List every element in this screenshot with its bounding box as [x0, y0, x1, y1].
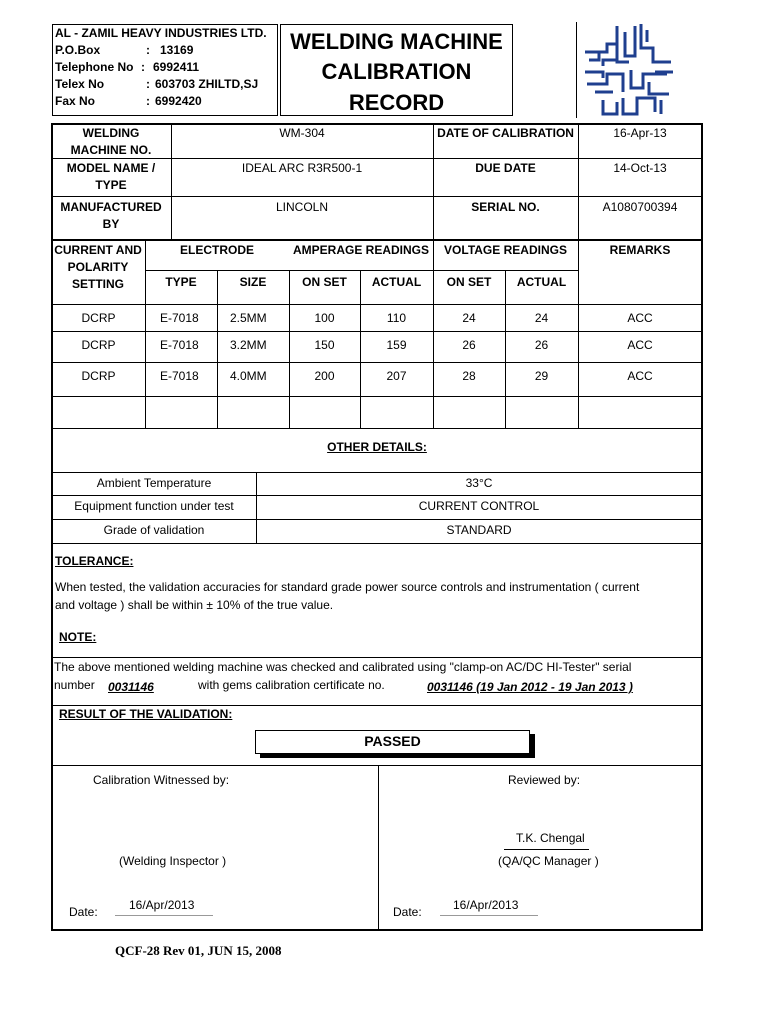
fax-value: 6992420: [155, 94, 202, 108]
readings-row-line-1: [52, 331, 702, 332]
table-row-1-type: E-7018: [160, 311, 199, 325]
witness-role: (Welding Inspector ): [119, 854, 227, 868]
machine-no-label: WELDING MACHINE NO.: [70, 126, 152, 157]
ambient-value: 33°C: [465, 476, 493, 490]
witness-date-underline: [115, 915, 213, 916]
due-date-label: DUE DATE: [475, 161, 536, 175]
reviewer-name: T.K. Chengal: [516, 831, 585, 845]
readings-col-7: [578, 240, 579, 428]
reviewer-date-label: Date:: [393, 905, 422, 919]
table-row-1-polarity: DCRP: [81, 311, 116, 325]
grade-label: Grade of validation: [103, 523, 205, 537]
note-text-line1: The above mentioned welding machine was checked and calibrated using "clamp-on AC/DC HI-Tester" serial: [54, 660, 632, 674]
telex-label: Telex No: [55, 77, 105, 91]
table-row-3-remarks: ACC: [627, 369, 653, 383]
signoff-top-line: [52, 765, 702, 766]
pobox-label: P.O.Box: [55, 43, 101, 57]
table-row-1-amp-actual: 110: [386, 311, 407, 325]
other-details-heading: OTHER DETAILS:: [327, 440, 427, 454]
machine-no-value: WM-304: [279, 126, 325, 140]
manufacturer-value: LINCOLN: [275, 200, 328, 214]
reviewer-date-underline: [440, 915, 538, 916]
current-polarity-header: CURRENT AND POLARITY SETTING: [54, 243, 142, 291]
note-number-label: number: [54, 678, 95, 692]
logo-divider: [576, 22, 577, 118]
table-row-3-volt-actual: 29: [534, 369, 549, 383]
table-row-1-volt-set: 24: [462, 311, 476, 325]
telex-value: 603703 ZHILTD,SJ: [155, 77, 259, 91]
readings-header-bottom: [52, 304, 702, 305]
manufacturer-label: MANUFACTURED BY: [60, 200, 162, 231]
serial-label: SERIAL NO.: [471, 200, 540, 214]
volt-actual-header: ACTUAL: [516, 275, 567, 289]
table-row-2-polarity: DCRP: [81, 338, 116, 352]
table-row-2-size: 3.2MM: [230, 338, 267, 352]
reviewer-date-value: 16/Apr/2013: [453, 898, 519, 912]
readings-row-line-2: [52, 362, 702, 363]
fax-colon: :: [146, 94, 150, 108]
ambient-label: Ambient Temperature: [96, 476, 212, 490]
telex-colon: :: [146, 77, 150, 91]
tolerance-heading: TOLERANCE:: [55, 554, 134, 568]
phone-value: 6992411: [153, 60, 200, 74]
info-row-line-3: [52, 239, 702, 241]
other-table-line-2: [52, 519, 702, 520]
function-value: CURRENT CONTROL: [418, 499, 540, 513]
page-title-line1: WELDING MACHINE: [290, 29, 503, 54]
amp-actual-header: ACTUAL: [371, 275, 422, 289]
form-code-footer: QCF-28 Rev 01, JUN 15, 2008: [115, 943, 282, 958]
phone-colon: :: [141, 60, 145, 74]
grade-value: STANDARD: [446, 523, 512, 537]
table-row-3-polarity: DCRP: [81, 369, 116, 383]
calibration-date-value: 16-Apr-13: [613, 126, 667, 140]
signoff-divider: [378, 765, 379, 930]
other-table-top: [52, 472, 702, 473]
table-row-3-size: 4.0MM: [230, 369, 267, 383]
witness-label: Calibration Witnessed by:: [93, 773, 230, 787]
table-row-1-amp-set: 100: [314, 311, 335, 325]
zamil-logo-icon: [583, 22, 675, 118]
witness-date-label: Date:: [69, 905, 98, 919]
readings-table-bottom: [52, 428, 702, 429]
size-header: SIZE: [239, 275, 267, 289]
table-row-2-amp-actual: 159: [386, 338, 407, 352]
reviewer-label: Reviewed by:: [508, 773, 581, 787]
table-row-3-amp-set: 200: [314, 369, 335, 383]
readings-col-1: [145, 240, 146, 428]
readings-subheader-line: [145, 270, 578, 271]
tolerance-text-line1: When tested, the validation accuracies for standard grade power source controls and instrumentation ( current: [55, 580, 640, 594]
model-label: MODEL NAME / TYPE: [66, 161, 156, 192]
other-table-line-1: [52, 495, 702, 496]
note-certificate: 0031146 (19 Jan 2012 - 19 Jan 2013 ): [427, 680, 633, 694]
table-row-3-volt-set: 28: [462, 369, 476, 383]
readings-col-5: [433, 240, 434, 428]
table-row-2-amp-set: 150: [314, 338, 335, 352]
calibration-date-label: DATE OF CALIBRATION: [437, 126, 574, 140]
reviewer-role: (QA/QC Manager ): [498, 854, 599, 868]
function-label: Equipment function under test: [74, 499, 234, 513]
table-row-1-volt-actual: 24: [534, 311, 549, 325]
table-row-3-amp-actual: 207: [386, 369, 407, 383]
result-value: PASSED: [364, 733, 421, 749]
company-name: AL - ZAMIL HEAVY INDUSTRIES LTD.: [55, 26, 267, 40]
pobox-colon: :: [146, 43, 150, 57]
model-value: IDEAL ARC R3R500-1: [241, 161, 363, 175]
electrode-header: ELECTRODE: [179, 243, 254, 257]
table-row-2-type: E-7018: [160, 338, 199, 352]
readings-row-line-3: [52, 396, 702, 397]
witness-date-value: 16/Apr/2013: [129, 898, 195, 912]
amp-on-set-header: ON SET: [302, 275, 347, 289]
page-title-line3: RECORD: [348, 90, 445, 115]
note-heading: NOTE:: [59, 630, 97, 644]
info-row-line-2: [52, 196, 702, 197]
reviewer-signature-line: [504, 849, 589, 850]
due-date-value: 14-Oct-13: [613, 161, 667, 175]
serial-value: A1080700394: [602, 200, 678, 214]
note-with-text: with gems calibration certificate no.: [198, 678, 385, 692]
note-serial-number: 0031146: [108, 680, 154, 694]
page-title-line2: CALIBRATION: [321, 59, 472, 84]
table-row-1-remarks: ACC: [627, 311, 653, 325]
remarks-header: REMARKS: [609, 243, 671, 257]
result-heading: RESULT OF THE VALIDATION:: [59, 707, 233, 721]
volt-on-set-header: ON SET: [446, 275, 492, 289]
type-header: TYPE: [165, 275, 197, 289]
table-row-2-volt-set: 26: [462, 338, 476, 352]
table-row-1-size: 2.5MM: [230, 311, 267, 325]
note-section-line: [52, 657, 702, 658]
pobox-value: 13169: [160, 43, 194, 57]
table-row-2-volt-actual: 26: [534, 338, 549, 352]
phone-label: Telephone No: [55, 60, 134, 74]
table-row-2-remarks: ACC: [627, 338, 653, 352]
tolerance-text-line2: and voltage ) shall be within ± 10% of the true value.: [55, 598, 334, 612]
table-row-3-type: E-7018: [160, 369, 199, 383]
other-table-bottom: [52, 543, 702, 544]
voltage-header: VOLTAGE READINGS: [444, 243, 567, 257]
readings-col-2: [217, 270, 218, 428]
amperage-header: AMPERAGE READINGS: [292, 243, 429, 257]
fax-label: Fax No: [55, 94, 96, 108]
